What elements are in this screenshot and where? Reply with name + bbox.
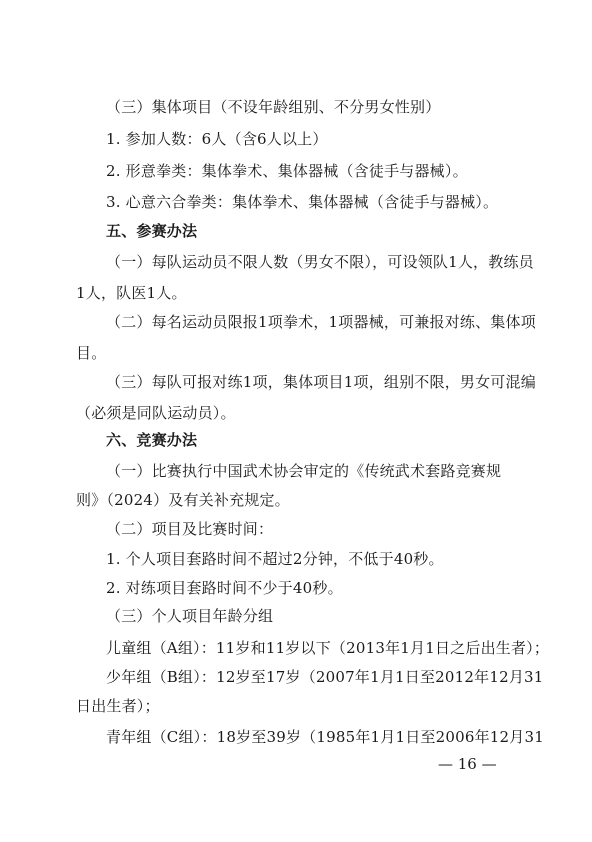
page-number: — 16 — xyxy=(438,755,497,773)
participation-rule-1-cont: 1人，队医1人。 xyxy=(76,284,187,302)
participation-rule-1: （一）每队运动员不限人数（男女不限），可设领队1人，教练员 xyxy=(106,253,534,271)
participation-rule-3-cont: （必须是同队运动员）。 xyxy=(76,404,236,422)
participation-rule-2: （二）每名运动员限报1项拳术，1项器械，可兼报对练、集体项 xyxy=(106,313,536,331)
age-group-heading: （三）个人项目年龄分组 xyxy=(106,607,274,625)
junior-group-item: 少年组（B组）：12岁至17岁（2007年1月1日至2012年12月31 xyxy=(106,668,544,686)
xingyi-category-item: 2. 形意拳类：集体拳术、集体器械（含徒手与器械）。 xyxy=(106,162,468,180)
participant-count-item: 1. 参加人数：6人（含6人以上） xyxy=(106,130,328,148)
section-six-heading: 六、竞赛办法 xyxy=(106,431,198,449)
pair-time-rule: 2. 对练项目套路时间不少于40秒。 xyxy=(106,579,343,597)
junior-group-item-cont: 日出生者）； xyxy=(76,697,160,715)
children-group-item: 儿童组（A组）：11岁和11岁以下（2013年1月1日之后出生者）； xyxy=(106,639,550,657)
competition-rule-1: （一）比赛执行中国武术协会审定的《传统武术套路竞赛规 xyxy=(106,462,502,480)
competition-rule-1-cont: 则》（2024）及有关补充规定。 xyxy=(76,491,290,509)
competition-rule-2: （二）项目及比赛时间： xyxy=(106,520,274,538)
participation-rule-3: （三）每队可报对练1项，集体项目1项，组别不限，男女可混编 xyxy=(106,373,536,391)
individual-time-rule: 1. 个人项目套路时间不超过2分钟，不低于40秒。 xyxy=(106,550,444,568)
xinyi-liuhe-category-item: 3. 心意六合拳类：集体拳术、集体器械（含徒手与器械）。 xyxy=(106,193,499,211)
participation-rule-2-cont: 目。 xyxy=(76,344,107,362)
youth-group-item: 青年组（C组）：18岁至39岁（1985年1月1日至2006年12月31 xyxy=(106,728,544,746)
section-five-heading: 五、参赛办法 xyxy=(106,222,198,240)
section-collective-events-heading: （三）集体项目（不设年龄组别、不分男女性别） xyxy=(106,98,441,116)
